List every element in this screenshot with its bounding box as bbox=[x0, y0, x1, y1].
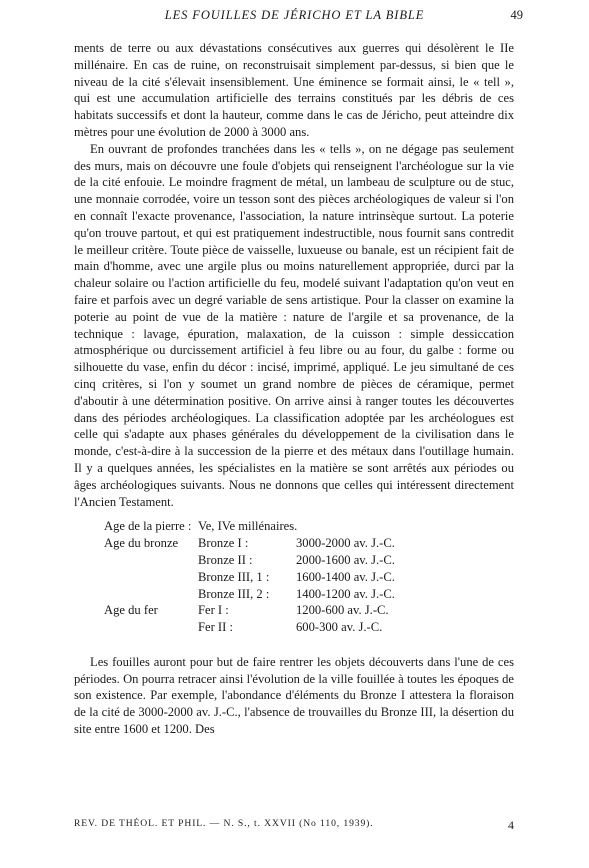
period-label: Bronze III, 2 : bbox=[198, 586, 270, 601]
period-dates: 600-300 av. J.-C. bbox=[296, 620, 383, 635]
period-label: Bronze I : bbox=[198, 536, 249, 551]
footer bbox=[74, 818, 514, 836]
period-dates: 3000-2000 av. J.-C. bbox=[296, 536, 395, 551]
period-dates: 2000-1600 av. J.-C. bbox=[296, 552, 395, 567]
running-head bbox=[0, 8, 589, 28]
age-label bbox=[74, 552, 198, 569]
signature-mark: 4 bbox=[508, 818, 514, 832]
period-row bbox=[74, 569, 395, 586]
age-label bbox=[74, 586, 198, 603]
period-row bbox=[74, 518, 395, 535]
paragraph: En ouvrant de profondes tranchées dans les « tells », on ne dégage pas seulement des murs, mais on découvre une foule d'objets qui renseignent l'archéologue sur la vie de la cité enfouie. Le moindre fragment de métal, un lambeau de sculpture ou de stuc, une monnaie corrodée, voire un tesson sont des pièces archéologiques de valeur si l'on en connaît l'exacte provenance, l'association, la nature intrinsèque surtout. La poterie qu'on trouve partout, et qui est pratiquement indestructible, nous fournit sans contredit le meilleur critère. Toute pièce de vaisselle, luxueuse ou banale, est un récipient fait de main d'homme, avec une argile plus ou moins naturellement appropriée, durci par la chaleur solaire ou l'action artificielle du feu, modelé suivant l'adaptation qu'on veut en faire et parfois avec un degré variable de sens artistique. Pour la classer on examine la poterie au point de vue de la matière : nature de l'argile et sa provenance, de la technique : lavage, épuration, malaxation, de la cuisson : simple dessiccation atmosphérique ou durcissement artificiel à feu libre ou au four, du galbe : forme ou silhouette du vase, enfin du décor : incisé, imprimé, appliqué. Le jeu simultané de ces cinq critères, si l'on y soumet un grand nombre de pièces de céramique, permet d'aboutir à une détermination positive. On arrive ainsi à ranger toutes les découvertes dans des périodes archéologiques. La classification adoptée par les archéologues est celle qui s'adapte aux phases générales du développement de la civilisation dans le monde, c'est-à-dire à la succession de la pierre et des métaux dans l'outillage humain. Il y a quelques années, les spécialistes en la matière se sont arrêtés aux périodes ou âges archéologiques suivants. Nous ne donnons que celles qui intéressent directement l'Ancien Testament. bbox=[74, 141, 514, 509]
period-row bbox=[74, 586, 395, 603]
page-number: 49 bbox=[510, 8, 523, 22]
running-title: LES FOUILLES DE JÉRICHO ET LA BIBLE bbox=[164, 8, 425, 22]
age-label: Age du fer bbox=[104, 603, 158, 618]
period-row bbox=[74, 602, 395, 619]
age-label bbox=[74, 569, 198, 586]
closing-paragraph: Les fouilles auront pour but de faire rentrer les objets découverts dans l'une de ces périodes. On pourra retracer ainsi l'évolution de la ville fouillée à toutes les époques de son existence. Par exemple, l'abondance d'éléments du Bronze I attestera la floraison de la cité de 3000-2000 av. J.-C., l'absence de trouvailles du Bronze III, la désertion du site entre 1600 et 1200. Des bbox=[74, 654, 514, 737]
age-label bbox=[74, 619, 198, 636]
period-dates: 1600-1400 av. J.-C. bbox=[296, 569, 395, 584]
journal-citation: REV. DE THÉOL. ET PHIL. — N. S., t. XXVII (No 110, 1939). bbox=[74, 818, 374, 829]
period-dates: 1400-1200 av. J.-C. bbox=[296, 586, 395, 601]
age-label: Age du bronze bbox=[104, 536, 179, 551]
period-label: Fer I : bbox=[198, 603, 229, 618]
age-label: Age de la pierre : bbox=[104, 519, 192, 534]
body-text bbox=[74, 40, 514, 738]
paragraph: ments de terre ou aux dévastations consécutives aux guerres qui désolèrent le IIe millénaire. En cas de ruine, on reconstruisait simplement par-dessus, si bien que le niveau de la cité s'élevait insensiblement. Une éminence se formait ainsi, le « tell », qui est une accumulation artificielle des terrains constitués par les débris de ces habitats successifs et dont la hauteur, comme dans le cas de Jéricho, peut atteindre dix mètres pour une évolution de 2000 à 3000 ans. bbox=[74, 41, 514, 139]
period-row bbox=[74, 552, 395, 569]
period-dates: 1200-600 av. J.-C. bbox=[296, 603, 389, 618]
period-label: Fer II : bbox=[198, 620, 233, 635]
archaeological-periods-table bbox=[74, 518, 395, 636]
period-row bbox=[74, 619, 395, 636]
period-label: Bronze III, 1 : bbox=[198, 569, 270, 584]
period-label: Bronze II : bbox=[198, 552, 253, 567]
period-row bbox=[74, 535, 395, 552]
period-label: Ve, IVe millénaires. bbox=[198, 519, 298, 534]
